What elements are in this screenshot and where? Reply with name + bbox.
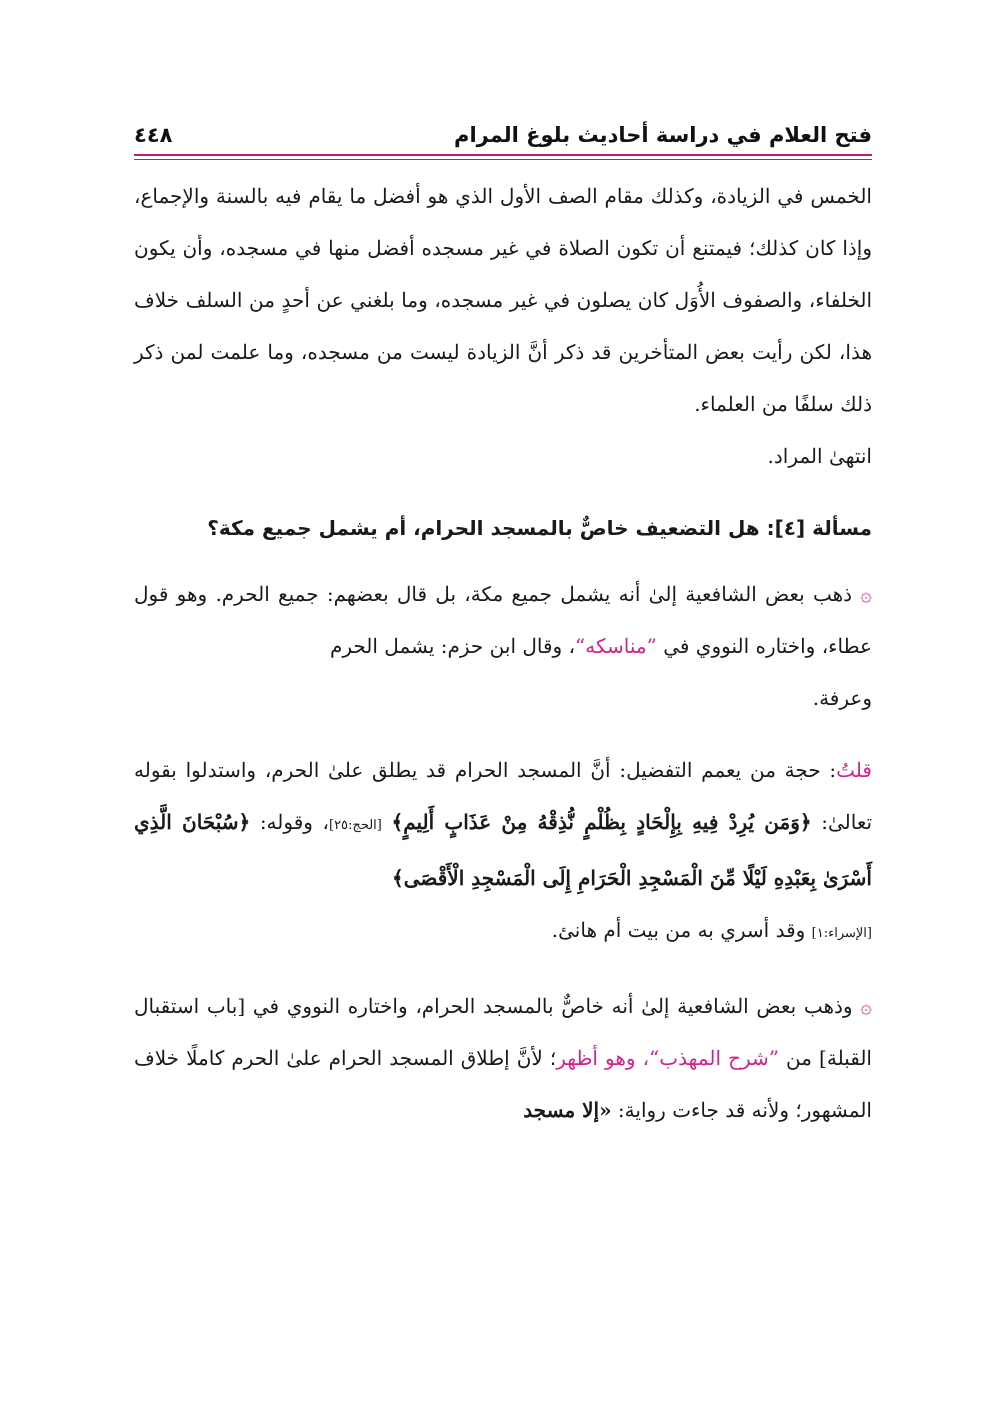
paragraph-end [134,904,872,960]
paragraph [134,568,872,672]
text-line: الزيادة ليست من مسجده، وما علمت لمن ذكر ذلك سلفًا من العلماء. [134,340,872,416]
text-line: ، وقال ابن حزم: يشمل الحرم [329,634,576,658]
text-line: وقد أسري به من بيت أم هانئ. [551,918,812,942]
text-line: وهو قول عطاء، واختاره النووي في [134,582,872,658]
verse-reference: [الإسراء:١] [811,926,872,941]
page-number: ٤٤٨ [134,123,173,147]
text-line: انتهىٰ المراد. [767,444,872,468]
text-line: ذهب بعض الشافعية إلىٰ أنه يشمل جميع مكة، بل قال بعضهم: جميع الحرم. [215,582,853,606]
text-line: بلغني عن أحدٍ من السلف خلاف هذا، لكن رأيت بعض المتأخرين قد ذكر أنَّ [134,288,872,364]
book-title: فتح العلام في دراسة أحاديث بلوغ المرام [454,123,872,147]
paragraph [134,170,872,430]
paragraph [134,980,872,1136]
flower-ornament-icon: ۞ [860,582,873,606]
text-line: وقوله: [250,810,313,834]
text-line: والإجماع، وإذا كان كذلك؛ فيمتنع أن تكون الصلاة في غير مسجده أفضل منها في [134,184,872,260]
text-line: وذهب بعض الشافعية إلىٰ أنه خاصٌّ بالمسجد الحرام، واختاره النووي في [252,994,853,1018]
section-heading: مسألة [٤]: هل التضعيف خاصٌّ بالمسجد الحرام، أم يشمل جميع مكة؟ [207,516,872,540]
text-line: الخمس في الزيادة، وكذلك مقام الصف الأول الذي هو أفضل ما يقام فيه بالسنة [215,184,872,208]
text-line: : حجة من يعمم التفضيل: أنَّ المسجد الحرام قد يطلق علىٰ الحرم، [264,758,837,782]
text-line: [باب استقبال القبلة] من [134,994,872,1070]
flower-ornament-icon: ۞ [860,994,873,1018]
page-body [134,170,872,1136]
text-line: مسجده، وأن يكون الخلفاء، والصفوف الأُوَل كان يصلون في غير مسجده، وما [134,236,873,312]
text-line: ، [322,810,329,834]
verse-reference: [الحج:٢٥] [329,818,382,833]
book-reference: ”شرح المهذب“، وهو أظهر [556,1046,780,1070]
text-line: الحرام علىٰ الحرم كاملًا خلاف المشهور؛ ولأنه قد جاءت رواية: [134,1046,872,1122]
text-line: واستدلوا بقوله تعالىٰ: [134,758,873,834]
text-line: ؛ لأنَّ إطلاق المسجد [389,1046,557,1070]
page-header [134,118,872,152]
quran-verse: ﴿وَمَن يُرِدْ فِيهِ بِإِلْحَادٍ بِظُلْمٍ نُّذِقْهُ مِنْ عَذَابٍ أَلِيمٍ﴾ [391,810,812,834]
text-line: وعرفة. [812,686,872,710]
paragraph [134,744,872,904]
header-rule-thick [134,154,872,156]
book-reference: ”مناسكه“ [575,634,657,658]
hadith-quote: «إلا مسجد [523,1098,612,1122]
qultu-label: قلتُ [836,758,872,782]
quran-verse: ﴿سُبْحَانَ الَّذِي أَسْرَىٰ بِعَبْدِهِ لَيْلًا مِّنَ الْمَسْجِدِ الْحَرَامِ إِلَى الْمَسْجِدِ الْأَقْصَى﴾ [134,810,872,890]
header-rule-thin [134,159,872,160]
